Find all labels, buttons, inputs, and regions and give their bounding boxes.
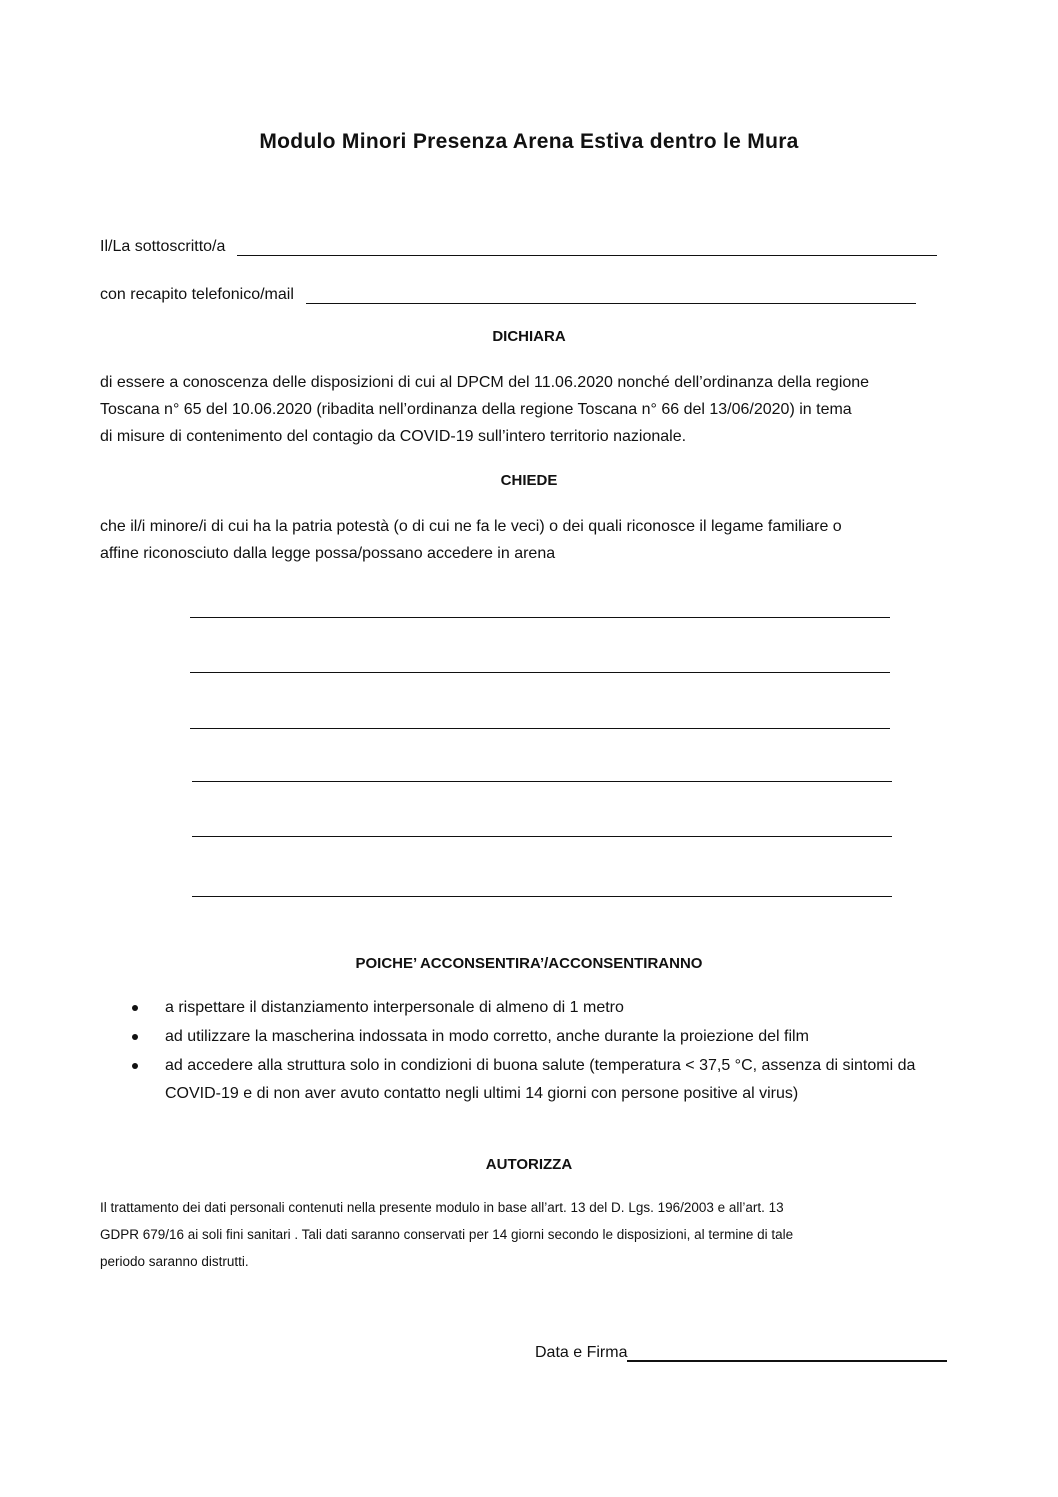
- conditions-list: [130, 994, 930, 1109]
- bullet-icon: [132, 1063, 138, 1069]
- minor-name-line[interactable]: [192, 836, 892, 837]
- minor-name-line[interactable]: [192, 781, 892, 782]
- poiche-heading: POICHE’ ACCONSENTIRA’/ACCONSENTIRANNO: [355, 955, 703, 972]
- list-item-text: a rispettare il distanziamento interpersonale di almeno di 1 metro: [165, 999, 624, 1016]
- sottoscritto-field: [100, 232, 937, 256]
- list-item: [130, 994, 930, 1022]
- dichiara-line: Toscana n° 65 del 10.06.2020 (ribadita nell’ordinanza della regione Toscana n° 66 del 13/06/2020) in tema: [100, 401, 852, 418]
- document-title: Modulo Minori Presenza Arena Estiva dentro le Mura: [259, 130, 799, 153]
- list-item-text: ad utilizzare la mascherina indossata in modo corretto, anche durante la proiezione del film: [165, 1028, 809, 1045]
- signature-field: [535, 1338, 947, 1362]
- chiede-paragraph: [100, 513, 960, 567]
- list-item-text: ad accedere alla struttura solo in condizioni di buona salute (temperatura < 37,5 °C, assenza di sintomi da COVID-19 e di non aver avuto contatto negli ultimi 14 giorni con persone positive al virus): [165, 1057, 916, 1102]
- dichiara-line: di essere a conoscenza delle disposizioni di cui al DPCM del 11.06.2020 nonché dell’ordinanza della regione: [100, 374, 870, 391]
- chiede-line: affine riconosciuto dalla legge possa/possano accedere in arena: [100, 545, 556, 562]
- autorizza-paragraph: [100, 1194, 960, 1275]
- minor-name-line[interactable]: [190, 617, 890, 618]
- bullet-icon: [132, 1034, 138, 1040]
- minor-name-line[interactable]: [190, 672, 890, 673]
- chiede-heading: CHIEDE: [500, 472, 558, 489]
- sottoscritto-input-line[interactable]: [237, 237, 937, 256]
- autorizza-line: GDPR 679/16 ai soli fini sanitari . Tali dati saranno conservati per 14 giorni secondo le disposizioni, al termine di tale: [100, 1227, 794, 1242]
- bullet-icon: [132, 1005, 138, 1011]
- signature-label: Data e Firma: [535, 1344, 628, 1361]
- autorizza-line: Il trattamento dei dati personali contenuti nella presente modulo in base all’art. 13 del D. Lgs. 196/2003 e all’art. 13: [100, 1200, 784, 1215]
- recapito-label: con recapito telefonico/mail: [100, 286, 294, 303]
- recapito-input-line[interactable]: [306, 285, 916, 304]
- minor-name-line[interactable]: [192, 896, 892, 897]
- recapito-field: [100, 280, 916, 304]
- list-item: [130, 1052, 930, 1108]
- list-item: [130, 1023, 930, 1051]
- signature-input-line[interactable]: [627, 1342, 947, 1362]
- dichiara-heading: DICHIARA: [492, 328, 566, 345]
- dichiara-paragraph: [100, 369, 960, 450]
- chiede-line: che il/i minore/i di cui ha la patria potestà (o di cui ne fa le veci) o dei quali riconosce il legame familiare o: [100, 518, 842, 535]
- dichiara-line: di misure di contenimento del contagio da COVID-19 sull’intero territorio nazionale.: [100, 428, 687, 445]
- minor-name-line[interactable]: [190, 728, 890, 729]
- autorizza-line: periodo saranno distrutti.: [100, 1254, 249, 1269]
- sottoscritto-label: Il/La sottoscritto/a: [100, 238, 226, 255]
- autorizza-heading: AUTORIZZA: [485, 1156, 573, 1173]
